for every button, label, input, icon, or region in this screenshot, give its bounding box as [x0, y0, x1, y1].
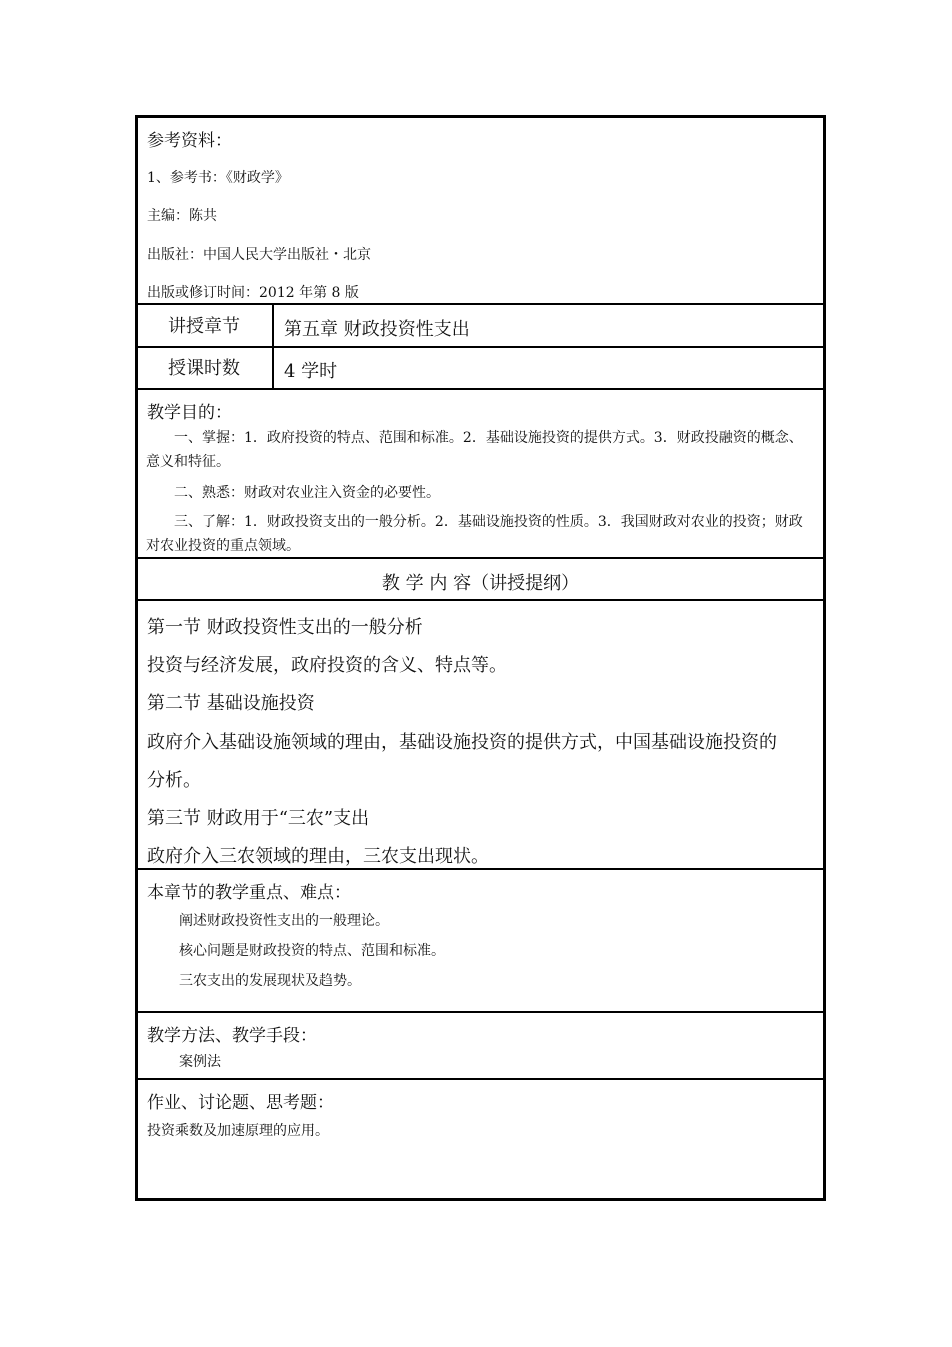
- objective-understand: 三、了解：1．财政投资支出的一般分析。2．基础设施投资的性质。3．我国财政对农业的投资；财政对农业投资的重点领域。: [146, 514, 803, 554]
- hours-label: 授课时数: [168, 358, 240, 379]
- section-1-title: 第一节 财政投资性支出的一般分析: [147, 617, 423, 638]
- section-3-body: 政府介入三农领域的理由，三农支出现状。: [147, 846, 489, 867]
- column-divider: [272, 303, 274, 388]
- method-item: 案例法: [179, 1054, 221, 1070]
- references-heading: 参考资料：: [147, 131, 232, 151]
- references-section: [138, 118, 823, 303]
- reference-editor: 主编：陈共: [147, 208, 217, 224]
- objectives-section: [138, 390, 823, 556]
- methods-section: [138, 1013, 823, 1078]
- section-1-body: 投资与经济发展，政府投资的含义、特点等。: [147, 655, 507, 676]
- reference-publisher: 出版社：中国人民大学出版社・北京: [147, 247, 371, 263]
- course-plan-table: [135, 115, 826, 1201]
- chapter-label: 讲授章节: [168, 316, 240, 337]
- divider: [138, 303, 823, 305]
- section-2-title: 第二节 基础设施投资: [147, 693, 315, 714]
- objectives-heading: 教学目的：: [147, 403, 232, 423]
- homework-section: [138, 1080, 823, 1200]
- key-points-heading: 本章节的教学重点、难点：: [147, 883, 351, 903]
- section-2-body-line2: 分析。: [147, 770, 201, 791]
- reference-book: 1、参考书：《财政学》: [147, 170, 289, 186]
- section-3-title: 第三节 财政用于“三农”支出: [147, 808, 370, 829]
- homework-item: 投资乘数及加速原理的应用。: [147, 1123, 329, 1139]
- content-header: 教 学 内 容（讲授提纲）: [381, 573, 580, 594]
- hours-value: 4 学时: [284, 361, 338, 382]
- methods-heading: 教学方法、教学手段：: [147, 1026, 317, 1046]
- homework-heading: 作业、讨论题、思考题：: [147, 1093, 334, 1113]
- key-point-item: 阐述财政投资性支出的一般理论。: [179, 913, 389, 929]
- content-section: [138, 601, 823, 868]
- reference-edition: 出版或修订时间：2012 年第 8 版: [147, 285, 359, 301]
- objective-master: 一、掌握：1．政府投资的特点、范围和标准。2．基础设施投资的提供方式。3．财政投融资的概念、意义和特征。: [146, 430, 803, 470]
- key-points-section: [138, 870, 823, 1010]
- chapter-value: 第五章 财政投资性支出: [284, 319, 470, 340]
- key-point-item: 三农支出的发展现状及趋势。: [179, 973, 361, 989]
- section-2-body-line1: 政府介入基础设施领域的理由，基础设施投资的提供方式，中国基础设施投资的: [147, 732, 777, 753]
- divider: [138, 346, 823, 348]
- objective-familiar: 二、熟悉：财政对农业注入资金的必要性。: [174, 485, 440, 501]
- divider: [138, 557, 823, 559]
- key-point-item: 核心问题是财政投资的特点、范围和标准。: [179, 943, 445, 959]
